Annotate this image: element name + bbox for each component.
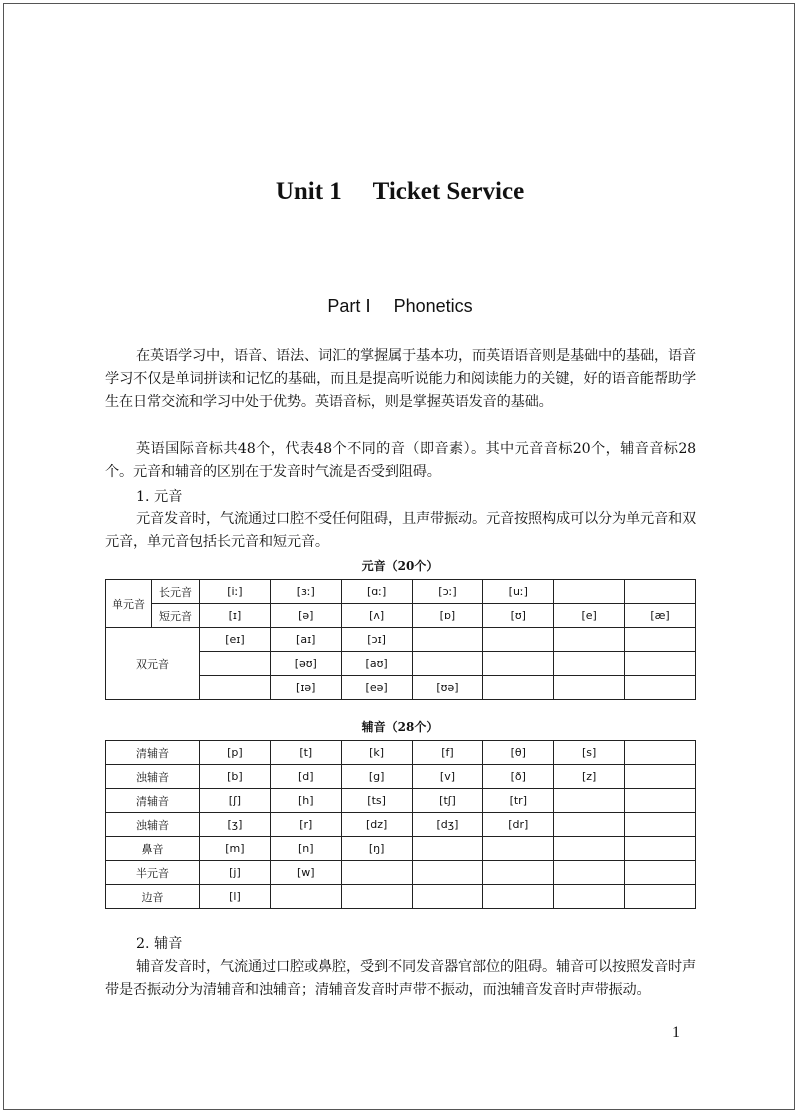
consonant-cell: [l] <box>200 885 271 909</box>
table-row <box>106 885 696 909</box>
vowel-cell: [ɪə] <box>270 676 341 700</box>
consonant-cell: [ʒ] <box>200 813 271 837</box>
diphthong-label: 双元音 <box>106 628 200 700</box>
vowel-cell: [æ] <box>625 604 696 628</box>
consonant-row-label: 半元音 <box>106 861 200 885</box>
consonant-cell <box>483 837 554 861</box>
vowel-cell: [ə] <box>270 604 341 628</box>
table-row <box>106 765 696 789</box>
vowel-cell: [ʊ] <box>483 604 554 628</box>
vowel-cell <box>200 676 271 700</box>
consonant-cell: [r] <box>270 813 341 837</box>
vowel-cell <box>554 580 625 604</box>
consonant-paragraph: 辅音发音时，气流通过口腔或鼻腔，受到不同发音器官部位的阻碍。辅音可以按照发音时声带是否振动分为清辅音和浊辅音；清辅音发音时声带不振动，而浊辅音发音时声带振动。 <box>105 959 696 999</box>
consonant-cell: [p] <box>200 741 271 765</box>
vowel-cell: [iː] <box>200 580 271 604</box>
consonant-cell: [v] <box>412 765 483 789</box>
consonant-cell: [dz] <box>341 813 412 837</box>
consonant-cell: [h] <box>270 789 341 813</box>
consonant-cell: [b] <box>200 765 271 789</box>
vowel-cell: [e] <box>554 604 625 628</box>
consonant-cell <box>412 861 483 885</box>
consonant-cell <box>625 813 696 837</box>
vowel-cell <box>200 652 271 676</box>
consonant-cell <box>625 837 696 861</box>
consonant-cell <box>341 861 412 885</box>
section-consonants-heading: 2. 辅音 <box>136 936 183 952</box>
consonant-row-label: 清辅音 <box>106 789 200 813</box>
table-row <box>106 580 696 604</box>
table-row <box>106 837 696 861</box>
vowel-cell: [ɜː] <box>270 580 341 604</box>
vowel-cell: [eɪ] <box>200 628 271 652</box>
table-row <box>106 741 696 765</box>
vowel-cell: [əʊ] <box>270 652 341 676</box>
consonant-cell: [k] <box>341 741 412 765</box>
vowel-cell: [ɔɪ] <box>341 628 412 652</box>
page-number: 1 <box>672 1024 680 1041</box>
vowel-cell <box>554 652 625 676</box>
consonant-cell <box>625 765 696 789</box>
consonant-cell <box>412 885 483 909</box>
vowel-cell <box>412 652 483 676</box>
part-heading: Part Ⅰ Phonetics <box>327 296 473 316</box>
consonant-cell: [t] <box>270 741 341 765</box>
vowel-table-caption: 元音（20个） <box>361 559 439 573</box>
table-row <box>106 813 696 837</box>
consonant-cell: [n] <box>270 837 341 861</box>
section-vowels-heading: 1. 元音 <box>136 489 183 505</box>
vowel-cell <box>483 628 554 652</box>
vowel-cell: [uː] <box>483 580 554 604</box>
long-vowel-label: 长元音 <box>152 580 200 604</box>
vowel-cell: [ɪ] <box>200 604 271 628</box>
consonant-row-label: 清辅音 <box>106 741 200 765</box>
consonant-cell: [ʃ] <box>200 789 271 813</box>
consonant-cell <box>483 885 554 909</box>
vowel-cell <box>625 580 696 604</box>
consonant-cell <box>412 837 483 861</box>
consonant-cell: [s] <box>554 741 625 765</box>
consonant-cell <box>554 885 625 909</box>
consonant-row-label: 浊辅音 <box>106 765 200 789</box>
unit-title: Unit 1 Ticket Service <box>275 178 525 205</box>
vowel-cell: [ɒ] <box>412 604 483 628</box>
consonant-cell: [ts] <box>341 789 412 813</box>
vowel-cell: [aɪ] <box>270 628 341 652</box>
consonant-cell: [ð] <box>483 765 554 789</box>
consonant-table <box>105 740 696 909</box>
vowel-table <box>105 579 696 700</box>
vowel-cell <box>554 628 625 652</box>
vowel-cell <box>412 628 483 652</box>
consonant-cell <box>625 741 696 765</box>
consonant-cell <box>554 789 625 813</box>
consonant-row-label: 鼻音 <box>106 837 200 861</box>
table-row <box>106 628 696 652</box>
consonant-cell <box>625 789 696 813</box>
consonant-cell <box>554 837 625 861</box>
consonant-cell: [j] <box>200 861 271 885</box>
table-row <box>106 604 696 628</box>
consonant-cell <box>625 861 696 885</box>
short-vowel-label: 短元音 <box>152 604 200 628</box>
vowel-cell: [ɑː] <box>341 580 412 604</box>
consonant-cell: [d] <box>270 765 341 789</box>
consonant-cell: [tʃ] <box>412 789 483 813</box>
consonant-table-caption: 辅音（28个） <box>361 720 439 734</box>
monophthong-label: 单元音 <box>106 580 152 628</box>
vowel-cell: [eə] <box>341 676 412 700</box>
consonant-cell: [m] <box>200 837 271 861</box>
vowel-cell <box>625 628 696 652</box>
vowel-cell: [aʊ] <box>341 652 412 676</box>
consonant-cell: [dʒ] <box>412 813 483 837</box>
vowel-cell <box>625 676 696 700</box>
consonant-cell: [z] <box>554 765 625 789</box>
consonant-cell: [ŋ] <box>341 837 412 861</box>
ipa-paragraph: 英语国际音标共48个，代表48个不同的音（即音素）。其中元音音标20个，辅音音标28个。元音和辅音的区别在于发音时气流是否受到阻碍。 <box>105 441 696 481</box>
intro-paragraph: 在英语学习中，语音、语法、词汇的掌握属于基本功，而英语语音则是基础中的基础，语音学习不仅是单词拼读和记忆的基础，而且是提高听说能力和阅读能力的关键，好的语音能帮助学生在日常交流和学习中处于优势。英语音标，则是掌握英语发音的基础。 <box>105 348 696 411</box>
consonant-cell <box>341 885 412 909</box>
consonant-cell <box>554 861 625 885</box>
consonant-cell <box>554 813 625 837</box>
consonant-cell: [g] <box>341 765 412 789</box>
vowel-cell <box>625 652 696 676</box>
consonant-cell <box>625 885 696 909</box>
vowel-cell: [ʊə] <box>412 676 483 700</box>
consonant-cell: [tr] <box>483 789 554 813</box>
consonant-cell: [w] <box>270 861 341 885</box>
vowel-cell <box>554 676 625 700</box>
vowel-cell <box>483 652 554 676</box>
vowel-paragraph: 元音发音时，气流通过口腔不受任何阻碍，且声带振动。元音按照构成可以分为单元音和双元音，单元音包括长元音和短元音。 <box>105 511 696 551</box>
consonant-cell: [dr] <box>483 813 554 837</box>
vowel-cell: [ʌ] <box>341 604 412 628</box>
consonant-row-label: 浊辅音 <box>106 813 200 837</box>
table-row <box>106 789 696 813</box>
vowel-cell <box>483 676 554 700</box>
consonant-cell: [f] <box>412 741 483 765</box>
vowel-cell: [ɔː] <box>412 580 483 604</box>
consonant-cell <box>483 861 554 885</box>
table-row <box>106 861 696 885</box>
consonant-cell <box>270 885 341 909</box>
consonant-cell: [θ] <box>483 741 554 765</box>
consonant-row-label: 边音 <box>106 885 200 909</box>
